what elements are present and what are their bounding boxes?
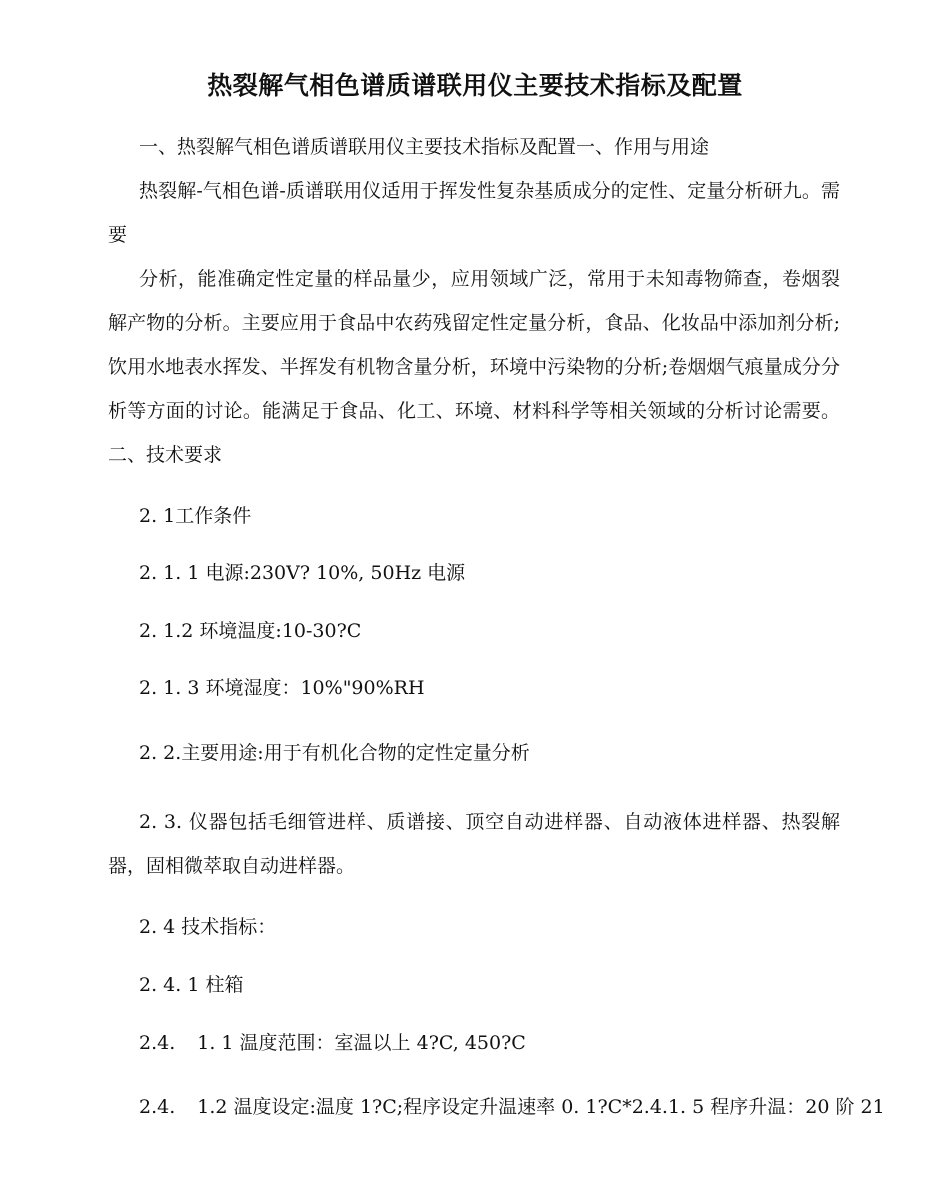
item-2-2-main-use: 2. 2.主要用途:用于有机化合物的定性定量分析 [139, 742, 530, 764]
item-2-1-3-humidity: 2. 1. 3 环境湿度：10%"90%RH [139, 677, 425, 699]
item-2-4-technical-specs: 2. 4 技术指标： [139, 916, 277, 938]
item-2-1-2-temperature: 2. 1.2 环境温度:10-30?C [139, 620, 362, 642]
paragraph-purpose: 热裂解-气相色谱-质谱联用仪适用于挥发性复杂基质成分的定性、定量分析研九。需要 [108, 180, 840, 246]
document-title: 热裂解气相色谱质谱联用仪主要技术指标及配置 [207, 71, 743, 100]
item-number: 2.4. [139, 1032, 176, 1054]
paragraph-application: 分析，能准确定性定量的样品量少，应用领域广泛，常用于未知毒物筛查，卷烟裂解产物的分析。主要应用于食品中农药残留定性定量分析，食品、化妆品中添加剂分析;饮用水地表水挥发、半挥发有机物含量分析，环境中污染物的分析;卷烟烟气痕量成分分析等方面的讨论。能满足于食品、化工、环境、材料科学等相关领域的分析讨论需要。二、技术要求 [108, 268, 840, 466]
item-2-4-1-1-temperature-range [139, 1029, 849, 1057]
item-2-4-1-column-oven: 2. 4. 1 柱箱 [139, 974, 244, 996]
section-2-1-work-conditions: 2. 1工作条件 [139, 505, 252, 527]
item-text: 1. 1 温度范围：室温以上 4?C, 450?C [197, 1032, 526, 1054]
item-2-1-1-power: 2. 1. 1 电源:230V? 10%, 50Hz 电源 [139, 562, 466, 584]
item-text: 1.2 温度设定:温度 1?C;程序设定升温速率 0. 1?C*2.4.1. 5 程序升温：20 阶 21 [197, 1096, 885, 1118]
item-2-3-instrument-components: 2. 3. 仪器包括毛细管进样、质谱接、顶空自动进样器、自动液体进样器、热裂解器，固相微萃取自动进样器。 [108, 811, 840, 877]
item-2-4-1-2-temperature-setting [139, 1093, 885, 1121]
item-number: 2.4. [139, 1096, 176, 1118]
intro-heading: 一、热裂解气相色谱质谱联用仪主要技术指标及配置一、作用与用途 [139, 136, 710, 158]
